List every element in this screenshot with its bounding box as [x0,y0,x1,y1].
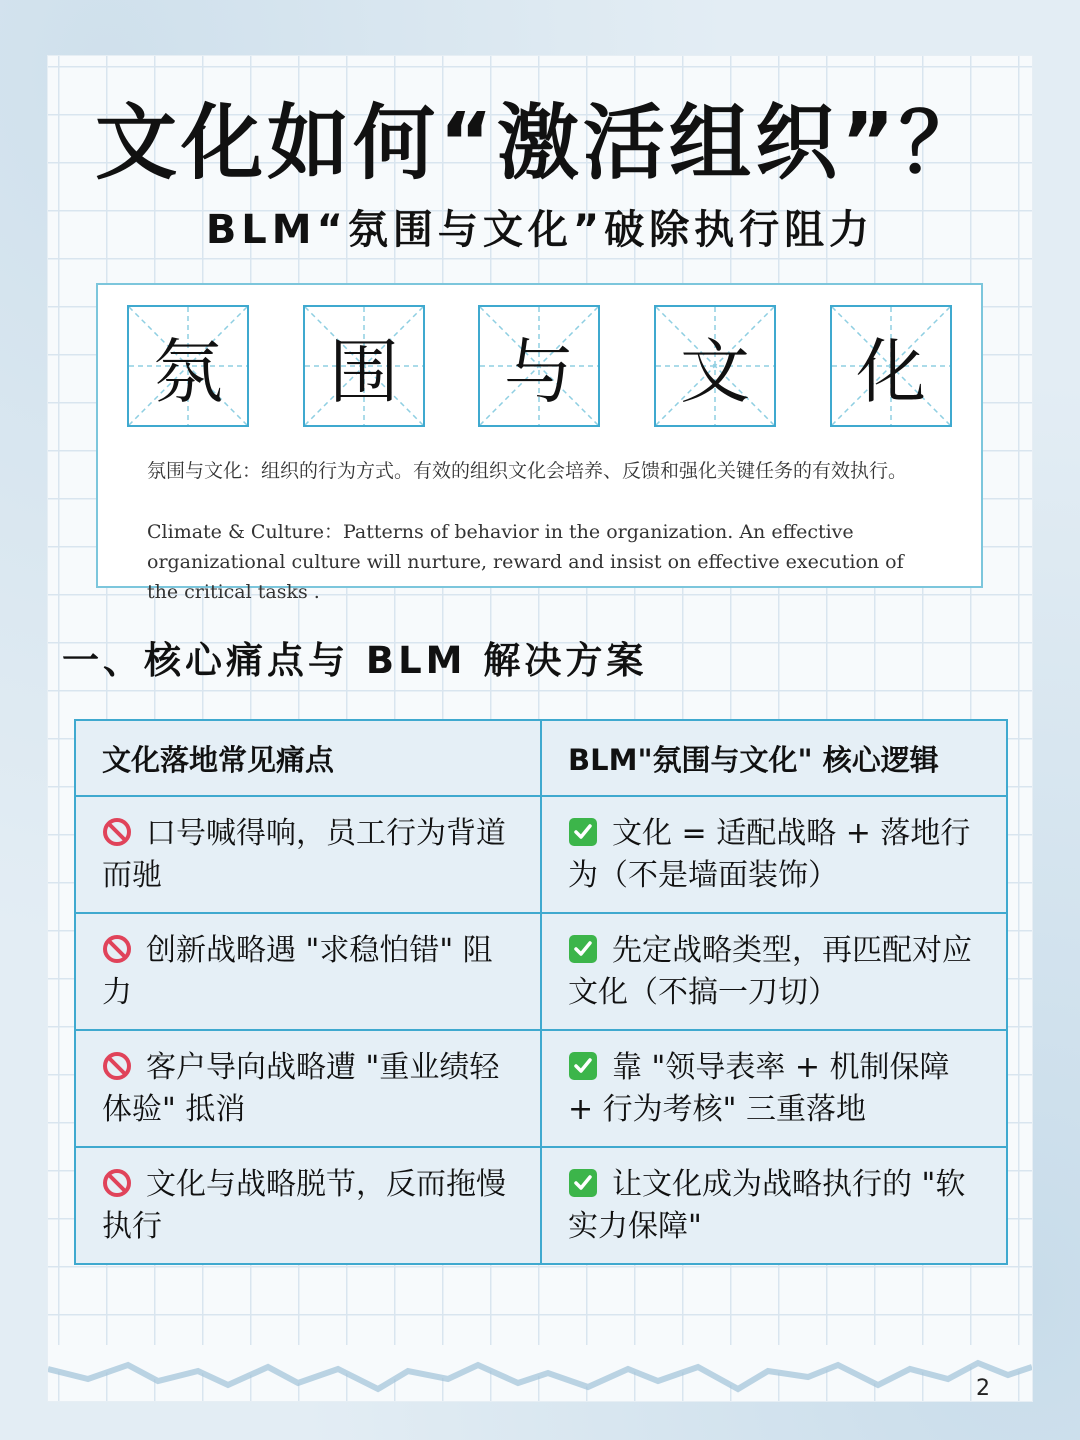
column-header-solution: BLM"氛围与文化" 核心逻辑 [541,720,1007,796]
solution-cell [541,913,1007,1030]
check-mark-icon [568,817,598,847]
grid-character-cell [303,305,425,427]
check-mark-icon [568,1168,598,1198]
table-header-row [75,720,1007,796]
solution-text: 文化 = 适配战略 + 落地行为（不是墙面装饰） [568,815,971,893]
page-title: 文化如何“激活组织”？ [95,96,985,191]
solution-cell [541,1147,1007,1264]
check-mark-icon [568,1051,598,1081]
solution-cell [541,1030,1007,1147]
column-header-pain: 文化落地常见痛点 [75,720,541,796]
grid-character-cell [127,305,249,427]
grid-character-cell [830,305,952,427]
grid-character: 氛 [153,330,223,413]
definition-chinese: 氛围与文化：组织的行为方式。有效的组织文化会培养、反馈和强化关键任务的有效执行。 [147,460,908,482]
check-mark-icon [568,934,598,964]
table-row [75,913,1007,1030]
grid-character-cell [478,305,600,427]
table-row [75,1030,1007,1147]
pain-cell [75,796,541,913]
pain-cell [75,1030,541,1147]
definition-english: Climate & Culture：Patterns of behavior in the organization. An effective organizational culture will nurture, reward and insist on effective execution of the critical tasks . [147,521,904,603]
table-row [75,796,1007,913]
grid-character: 与 [504,330,574,413]
pain-cell [75,913,541,1030]
torn-paper-edge [48,1345,1032,1401]
section-heading: 一、核心痛点与 BLM 解决方案 [62,639,648,682]
grid-character: 化 [856,330,926,413]
solution-cell [541,796,1007,913]
solution-text: 靠 "领导表率 + 机制保障 + 行为考核" 三重落地 [568,1049,950,1127]
page-subtitle: BLM“氛围与文化”破除执行阻力 [205,207,875,253]
table-row [75,1147,1007,1264]
prohibited-icon [102,817,132,847]
pain-text: 文化与战略脱节，反而拖慢执行 [102,1166,506,1244]
solution-text: 先定战略类型，再匹配对应文化（不搞一刀切） [568,932,972,1010]
pain-cell [75,1147,541,1264]
prohibited-icon [102,1051,132,1081]
prohibited-icon [102,934,132,964]
pain-text: 口号喊得响，员工行为背道而驰 [102,815,506,893]
grid-character-cell [654,305,776,427]
pain-text: 创新战略遇 "求稳怕错" 阻力 [102,932,493,1010]
page-number: 2 [976,1376,990,1401]
grid-character: 围 [329,330,399,413]
grid-character: 文 [680,330,750,413]
solution-text: 让文化成为战略执行的 "软实力保障" [568,1166,966,1244]
pain-text: 客户导向战略遭 "重业绩轻体验" 抵消 [102,1049,500,1127]
pain-point-table [74,719,1008,1265]
prohibited-icon [102,1168,132,1198]
